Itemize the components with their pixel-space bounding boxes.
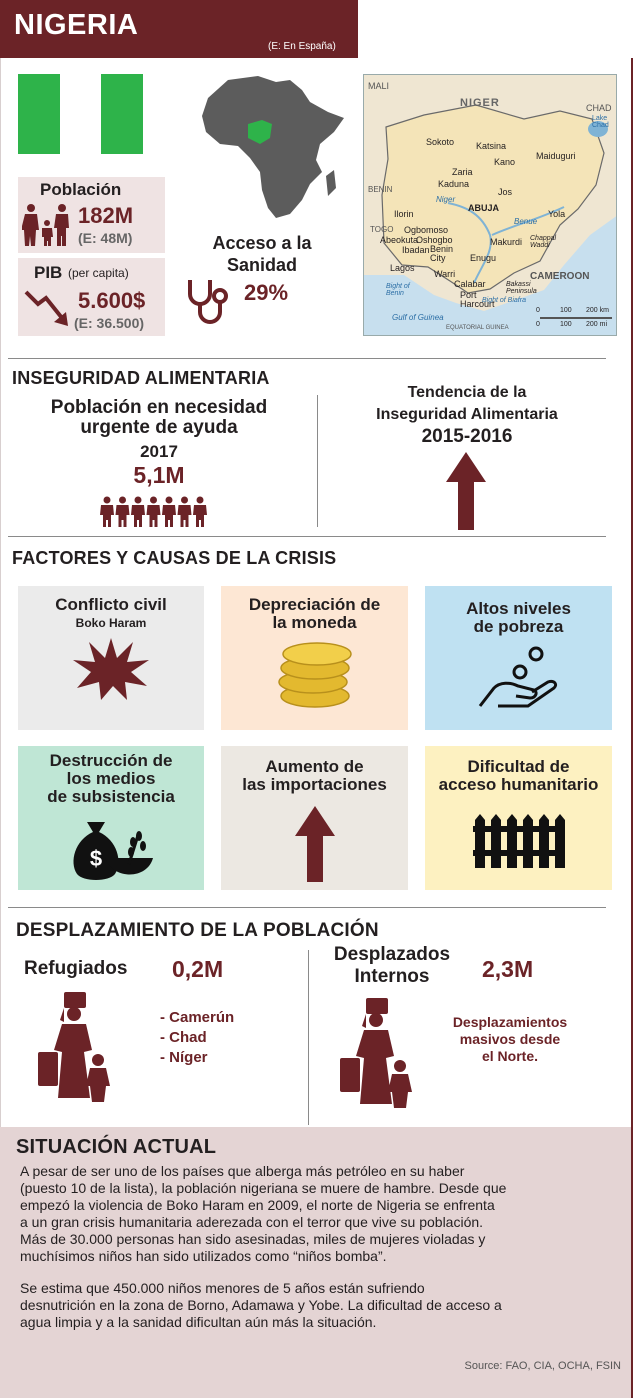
population-spain: (E: 48M) bbox=[78, 230, 133, 246]
scale-mi-100: 100 bbox=[560, 321, 572, 328]
trend-line1: Tendencia de la bbox=[407, 384, 527, 401]
page-title: NIGERIA bbox=[14, 9, 139, 41]
health-value: 29% bbox=[244, 280, 289, 305]
arrow-up-icon bbox=[295, 806, 335, 882]
factor-title-line2: las importaciones bbox=[242, 775, 387, 794]
situation-line: a un gran crisis humanitaria aderezada con el terror que vive su población. bbox=[20, 1214, 484, 1230]
divider bbox=[8, 358, 606, 359]
factor-title: Aumento de bbox=[265, 757, 364, 776]
situation-line: empezó la violencia de Boko Haram en 2009, el norte de Nigeria se enfrenta bbox=[20, 1197, 495, 1213]
scale-mi-0: 0 bbox=[536, 321, 540, 328]
map-river-benue: Benue bbox=[514, 217, 538, 226]
map-city: Katsina bbox=[476, 141, 507, 151]
map-city: Makurdi bbox=[490, 237, 523, 247]
map-city: Ogbomoso bbox=[404, 225, 449, 235]
map-city: Yola bbox=[548, 209, 566, 219]
factors-title: FACTORES Y CAUSAS DE LA CRISIS bbox=[12, 548, 337, 568]
factor-card-poverty bbox=[425, 586, 612, 730]
idp-label-line2: Internos bbox=[354, 966, 430, 987]
factor-title: Depreciación de bbox=[248, 595, 381, 614]
idp-label bbox=[320, 944, 464, 988]
situation-paragraph-1 bbox=[20, 1163, 620, 1265]
hand-coins-icon bbox=[476, 646, 562, 712]
factor-card-imports bbox=[221, 746, 408, 890]
map-bight-benin: Bight of Benin bbox=[386, 283, 410, 297]
gdp-stat bbox=[18, 258, 165, 336]
idp-note-line2: masivos desde bbox=[459, 1031, 561, 1047]
displaced-woman-child-icon bbox=[336, 996, 420, 1110]
factor-title-line2: la moneda bbox=[272, 613, 357, 632]
situation-line: Se estima que 450.000 niños menores de 5 años están sufriendo bbox=[20, 1280, 425, 1296]
refugees-value: 0,2M bbox=[172, 956, 224, 982]
divider-vertical bbox=[308, 950, 309, 1125]
gdp-value: 5.600$ bbox=[78, 288, 146, 313]
factor-card-access bbox=[425, 746, 612, 890]
map-city: Benin City bbox=[430, 244, 454, 263]
source-credit: Source: FAO, CIA, OCHA, FSIN bbox=[464, 1360, 621, 1372]
africa-map-icon bbox=[198, 72, 346, 222]
map-country-cameroon: CAMEROON bbox=[530, 271, 590, 282]
map-city: Sokoto bbox=[426, 137, 455, 147]
trend-label bbox=[340, 382, 594, 426]
refugees-label: Refugiados bbox=[24, 958, 128, 979]
divider bbox=[8, 536, 606, 537]
scale-km-200: 200 km bbox=[586, 307, 609, 314]
refugee-woman-child-icon bbox=[34, 990, 118, 1104]
population-stat bbox=[18, 177, 165, 253]
divider bbox=[8, 907, 606, 908]
factor-card-conflict bbox=[18, 586, 204, 730]
map-country-togo: TOGO bbox=[370, 225, 394, 234]
map-city: Lagos bbox=[390, 263, 415, 273]
need-year: 2017 bbox=[140, 442, 178, 461]
factor-title-line3: de subsistencia bbox=[47, 787, 175, 806]
situation-line: desnutrición en la zona de Borno, Adamawa y Yobe. La dificultad de acceso a bbox=[20, 1297, 502, 1313]
health-label-line1: Acceso a la bbox=[212, 233, 312, 253]
health-label-line2: Sanidad bbox=[226, 255, 297, 275]
situation-line: A pesar de ser uno de los países que alberga más petróleo en su haber bbox=[20, 1163, 465, 1179]
map-country-benin: BENIN bbox=[368, 185, 393, 194]
situation-line: (puesto 10 de la lista), la población nigeriana se muere de hambre. Desde que bbox=[20, 1180, 507, 1196]
map-chappal-waddi: Chappal Waddi bbox=[530, 235, 557, 249]
idp-value: 2,3M bbox=[482, 956, 534, 982]
map-country-chad: CHAD bbox=[586, 103, 612, 113]
fence-icon bbox=[471, 812, 567, 868]
situation-paragraph-2 bbox=[20, 1280, 620, 1331]
map-lake-chad: Lake Chad bbox=[592, 115, 609, 129]
factor-title: Altos niveles bbox=[466, 599, 571, 618]
map-city: Calabar bbox=[454, 279, 486, 289]
map-city: Kaduna bbox=[438, 179, 470, 189]
people-group-icon bbox=[100, 496, 208, 528]
gdp-sublabel: (per capita) bbox=[68, 266, 129, 280]
need-label-line1: Población en necesidad bbox=[50, 397, 268, 418]
gdp-label: PIB bbox=[34, 263, 63, 282]
idp-label-line1: Desplazados bbox=[333, 944, 451, 965]
map-city: Jos bbox=[498, 187, 513, 197]
population-value: 182M bbox=[78, 203, 134, 228]
map-river-niger: Niger bbox=[436, 195, 456, 204]
need-value: 5,1M bbox=[133, 462, 185, 488]
situation-title: SITUACIÓN ACTUAL bbox=[16, 1136, 217, 1158]
map-country-mali: MALI bbox=[368, 81, 390, 91]
trend-down-icon bbox=[24, 288, 70, 328]
factor-title-line2: de pobreza bbox=[473, 617, 564, 636]
idp-note-line1: Desplazamientos bbox=[452, 1014, 568, 1030]
situation-line: agua limpia y a la sanidad dificultan aún más la situación. bbox=[20, 1314, 377, 1330]
money-bag-wheat-icon bbox=[65, 810, 157, 886]
stethoscope-icon bbox=[184, 276, 234, 328]
displacement-title: DESPLAZAMIENTO DE LA POBLACIÓN bbox=[16, 920, 379, 941]
refugee-countries bbox=[160, 1008, 234, 1068]
map-country-niger: NIGER bbox=[460, 97, 500, 109]
need-label-line2: urgente de ayuda bbox=[80, 417, 238, 438]
map-city: Abeokuta bbox=[380, 235, 419, 245]
map-city: Port Harcourt bbox=[460, 290, 495, 309]
factor-title-line2: acceso humanitario bbox=[438, 775, 599, 794]
map-city: Kano bbox=[494, 157, 516, 167]
arrow-up-icon bbox=[446, 452, 486, 530]
scale-km-100: 100 bbox=[560, 307, 572, 314]
explosion-icon bbox=[71, 636, 151, 702]
family-icon bbox=[22, 203, 74, 247]
map-gulf-guinea: Gulf of Guinea bbox=[392, 313, 444, 322]
map-scale-bar bbox=[540, 317, 612, 319]
map-bakassi: Bakassi Peninsula bbox=[506, 281, 537, 295]
refugee-country: - Níger bbox=[160, 1049, 208, 1066]
divider-vertical bbox=[317, 395, 318, 527]
header-note: (E: En España) bbox=[268, 41, 336, 52]
map-city: Oshogbo bbox=[416, 235, 453, 245]
situation-line: muchísimos niños han sido utilizados como “niños bomba”. bbox=[20, 1248, 387, 1264]
map-city: Ilorin bbox=[394, 209, 414, 219]
map-city: Warri bbox=[434, 269, 456, 279]
scale-mi-200: 200 mi bbox=[586, 321, 608, 328]
map-city: Maiduguri bbox=[536, 151, 576, 161]
refugee-country: - Camerún bbox=[160, 1009, 235, 1026]
refugee-country: - Chad bbox=[160, 1029, 207, 1046]
factor-title: Dificultad de bbox=[467, 757, 570, 776]
map-city: Zaria bbox=[452, 167, 473, 177]
svg-text:$: $ bbox=[89, 846, 103, 871]
factor-card-currency bbox=[221, 586, 408, 730]
factor-subtitle: Boko Haram bbox=[75, 616, 147, 630]
map-city: Ibadan bbox=[402, 245, 430, 255]
coins-icon bbox=[275, 638, 355, 710]
factor-title-line2: los medios bbox=[66, 769, 156, 788]
map-bight-biafra: Bight of Biafra bbox=[482, 297, 526, 304]
gdp-spain: (E: 36.500) bbox=[74, 315, 145, 331]
need-label bbox=[20, 398, 298, 438]
map-city-capital: ABUJA bbox=[468, 203, 500, 213]
map-equatorial-guinea: EQUATORIAL GUINEA bbox=[446, 325, 509, 331]
nigeria-map bbox=[363, 74, 617, 336]
factor-card-livelihoods bbox=[18, 746, 204, 890]
map-city: Enugu bbox=[470, 253, 497, 263]
idp-note bbox=[430, 1014, 590, 1065]
nigeria-flag-icon bbox=[18, 74, 143, 154]
trend-line2: Inseguridad Alimentaria bbox=[376, 406, 558, 423]
factor-title: Conflicto civil bbox=[55, 595, 167, 614]
population-label: Población bbox=[40, 180, 122, 199]
idp-note-line3: el Norte. bbox=[481, 1048, 538, 1064]
scale-km-0: 0 bbox=[536, 307, 540, 314]
trend-years: 2015-2016 bbox=[421, 426, 513, 447]
factor-title: Destrucción de bbox=[49, 751, 173, 770]
food-insecurity-title: INSEGURIDAD ALIMENTARIA bbox=[12, 368, 270, 388]
health-label bbox=[196, 232, 328, 276]
situation-line: Más de 30.000 personas han sido asesinadas, miles de mujeres violadas y bbox=[20, 1231, 486, 1247]
